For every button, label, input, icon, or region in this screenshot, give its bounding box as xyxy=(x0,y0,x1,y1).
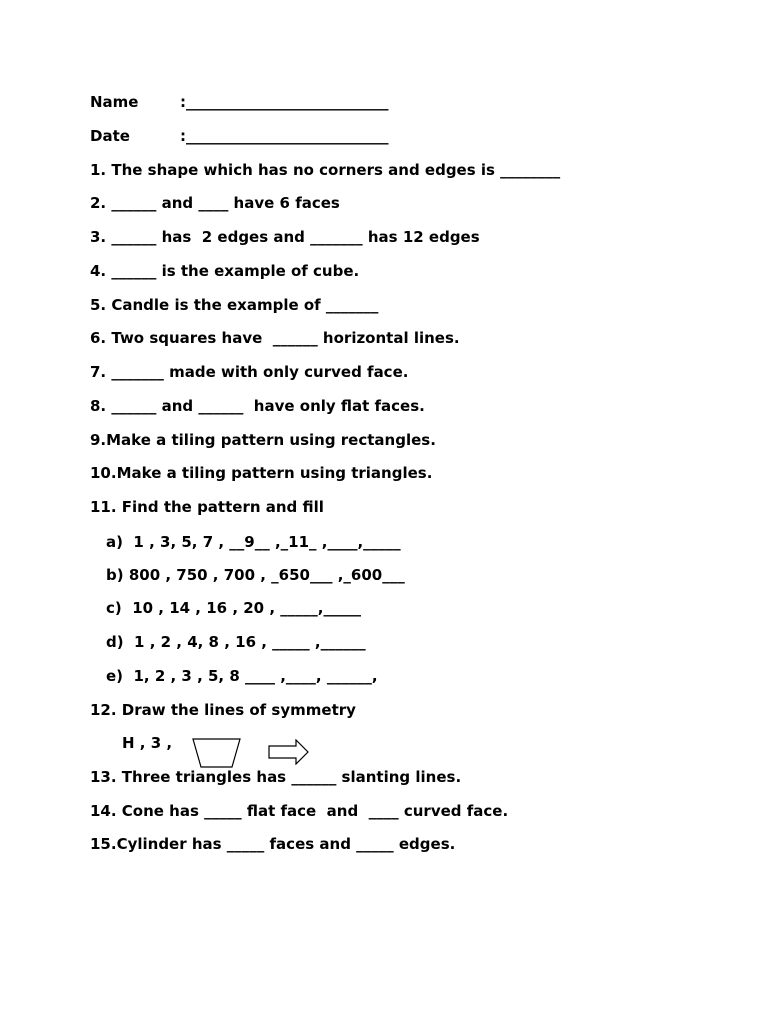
date-label: Date xyxy=(90,127,130,145)
arrow-right-icon xyxy=(268,739,310,765)
pattern-c: c) 10 , 14 , 16 , 20 , _____,_____ xyxy=(106,599,361,617)
question-15: 15.Cylinder has _____ faces and _____ edges. xyxy=(90,835,456,853)
symmetry-letters: H , 3 , xyxy=(122,734,173,752)
question-7: 7. _______ made with only curved face. xyxy=(90,363,409,381)
name-blank: :___________________________ xyxy=(180,93,389,111)
question-3: 3. ______ has 2 edges and _______ has 12 edges xyxy=(90,228,480,246)
pattern-d: d) 1 , 2 , 4, 8 , 16 , _____ ,______ xyxy=(106,633,366,651)
question-6: 6. Two squares have ______ horizontal lines. xyxy=(90,329,460,347)
question-2: 2. ______ and ____ have 6 faces xyxy=(90,194,340,212)
question-4: 4. ______ is the example of cube. xyxy=(90,262,360,280)
question-10: 10.Make a tiling pattern using triangles. xyxy=(90,464,433,482)
question-1: 1. The shape which has no corners and edges is ________ xyxy=(90,161,561,179)
question-8: 8. ______ and ______ have only flat faces. xyxy=(90,397,425,415)
name-field xyxy=(90,93,389,111)
pattern-b: b) 800 , 750 , 700 , _650___ ,_600___ xyxy=(106,566,405,584)
question-14: 14. Cone has _____ flat face and ____ curved face. xyxy=(90,802,509,820)
symmetry-items xyxy=(122,734,362,770)
question-13: 13. Three triangles has ______ slanting lines. xyxy=(90,768,462,786)
date-blank: :___________________________ xyxy=(180,127,389,145)
question-11: 11. Find the pattern and fill xyxy=(90,498,324,516)
name-label: Name xyxy=(90,93,139,111)
question-5: 5. Candle is the example of _______ xyxy=(90,296,379,314)
question-12: 12. Draw the lines of symmetry xyxy=(90,701,356,719)
pattern-a: a) 1 , 3, 5, 7 , __9__ ,_11_ ,____,_____ xyxy=(106,533,401,551)
pattern-e: e) 1, 2 , 3 , 5, 8 ____ ,____, ______, xyxy=(106,667,378,685)
trapezium-icon xyxy=(192,738,242,768)
date-field xyxy=(90,127,389,145)
question-9: 9.Make a tiling pattern using rectangles. xyxy=(90,431,436,449)
